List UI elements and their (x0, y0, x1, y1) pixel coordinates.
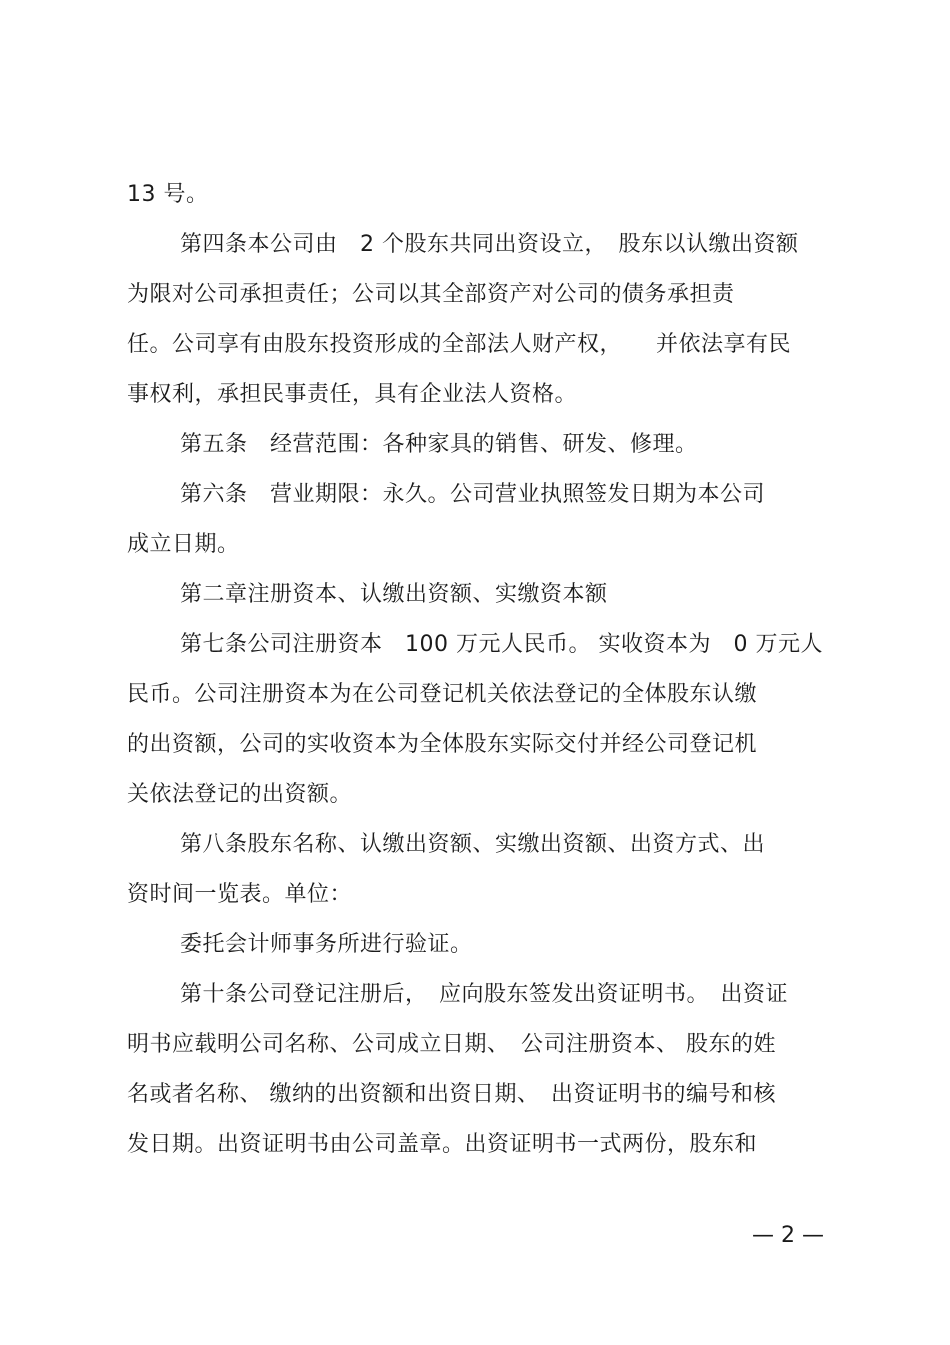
text-line: 事权利，承担民事责任，具有企业法人资格。 (127, 382, 578, 407)
text-line: 第八条股东名称、认缴出资额、实缴出资额、出资方式、出 (180, 832, 766, 857)
text-line: 成立日期。 (127, 532, 240, 557)
text-line: 的出资额，公司的实收资本为全体股东实际交付并经公司登记机 (127, 732, 758, 757)
text-line: 第五条 经营范围：各种家具的销售、研发、修理。 (180, 432, 698, 457)
text-line: 名或者名称、 缴纳的出资额和出资日期、 出资证明书的编号和核 (127, 1082, 776, 1107)
text-line: 为限对公司承担责任；公司以其全部资产对公司的债务承担责 (127, 282, 735, 307)
text-line: 第四条本公司由 2 个股东共同出资设立， 股东以认缴出资额 (180, 232, 799, 257)
text-line: 委托会计师事务所进行验证。 (180, 932, 473, 957)
text-line: 第七条公司注册资本 100 万元人民币。 实收资本为 0 万元人 (180, 632, 823, 657)
chapter-heading: 第二章注册资本、认缴出资额、实缴资本额 (180, 582, 608, 607)
text-line: 第十条公司登记注册后， 应向股东签发出资证明书。 出资证 (180, 982, 789, 1007)
text-line: 发日期。出资证明书由公司盖章。出资证明书一式两份，股东和 (127, 1132, 758, 1157)
page-number: — 2 — (752, 1223, 824, 1248)
text-line: 民币。公司注册资本为在公司登记机关依法登记的全体股东认缴 (127, 682, 758, 707)
text-line: 任。公司享有由股东投资形成的全部法人财产权， 并依法享有民 (127, 332, 792, 357)
text-line: 13 号。 (127, 182, 209, 207)
text-line: 资时间一览表。单位： (127, 882, 353, 907)
text-line: 关依法登记的出资额。 (127, 782, 353, 807)
text-line: 第六条 营业期限：永久。公司营业执照签发日期为本公司 (180, 482, 766, 507)
text-line: 明书应载明公司名称、公司成立日期、 公司注册资本、 股东的姓 (127, 1032, 776, 1057)
